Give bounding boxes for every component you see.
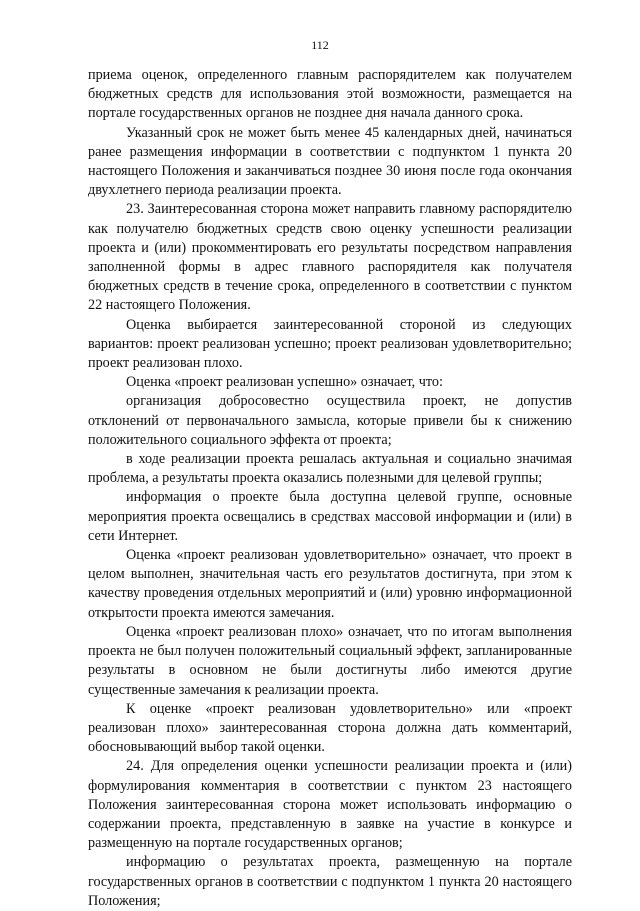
paragraph-continuation: приема оценок, определенного главным распорядителем как получателем бюджетных средств для использования этой возможности, размещается на портале государственных органов не позднее дня начала данного срока. — [88, 67, 572, 122]
paragraph-results-info: информацию о результатах проекта, размещенную на портале государственных органов в соответствии с подпунктом 1 пункта 20 настоящего Положения; — [88, 854, 572, 909]
paragraph-success-criterion-1: организация добросовестно осуществила проект, не допустив отклонений от первоначального замысла, которые привели бы к снижению положительного социального эффекта от проекта; — [88, 393, 572, 448]
paragraph-rating-options: Оценка выбирается заинтересованной стороной из следующих вариантов: проект реализован успешно; проект реализован удовлетворительно; проект реализован плохо. — [88, 316, 572, 372]
paragraph-comment-requirement: К оценке «проект реализован удовлетворительно» или «проект реализован плохо» заинтересованная сторона должна дать комментарий, обосновывающий выбор такой оценки. — [88, 700, 572, 756]
page-number: 112 — [311, 38, 329, 52]
paragraph-success-criterion-3: информация о проекте была доступна целевой группе, основные мероприятия проекта освещались в средствах массовой информации и (или) в сети Интернет. — [88, 489, 572, 544]
document-body — [88, 66, 572, 911]
paragraph-success-definition: Оценка «проект реализован успешно» означает, что: — [126, 374, 443, 391]
paragraph-satisfactory-definition: Оценка «проект реализован удовлетворительно» означает, что проект в целом выполнен, значительная часть его результатов достигнута, при этом к качеству проведения отдельных мероприятий и (или) уровню информационной открытости проекта имеются замечания. — [88, 547, 572, 621]
paragraph-item-24: 24. Для определения оценки успешности реализации проекта и (или) формулирования комментария в соответствии с пунктом 23 настоящего Положения заинтересованная сторона может использовать информацию о содержании проекта, представленную в заявке на участие в конкурсе и размещенную на портале государственных органов; — [88, 758, 572, 852]
paragraph-item-23: 23. Заинтересованная сторона может направить главному распорядителю как получателю бюджетных средств свою оценку успешности реализации проекта и (или) прокомментировать его результаты посредством направления заполненной формы в адрес главного распорядителя как получателя бюджетных средств в течение срока, определенного в соответствии с пунктом 22 настоящего Положения. — [88, 201, 572, 314]
paragraph-poor-definition: Оценка «проект реализован плохо» означает, что по итогам выполнения проекта не был получен положительный социальный эффект, запланированные результаты в основном не были достигнуты либо имеются другие существенные замечания к реализации проекта. — [88, 623, 572, 698]
paragraph-success-criterion-2: в ходе реализации проекта решалась актуальная и социально значимая проблема, а результаты проекта оказались полезными для целевой группы; — [88, 451, 572, 487]
paragraph-term-limits: Указанный срок не может быть менее 45 календарных дней, начинаться ранее размещения информации в соответствии с подпунктом 1 пункта 20 настоящего Положения и заканчиваться позднее 30 июня после года окончания двухлетнего периода реализации проекта. — [88, 124, 572, 199]
